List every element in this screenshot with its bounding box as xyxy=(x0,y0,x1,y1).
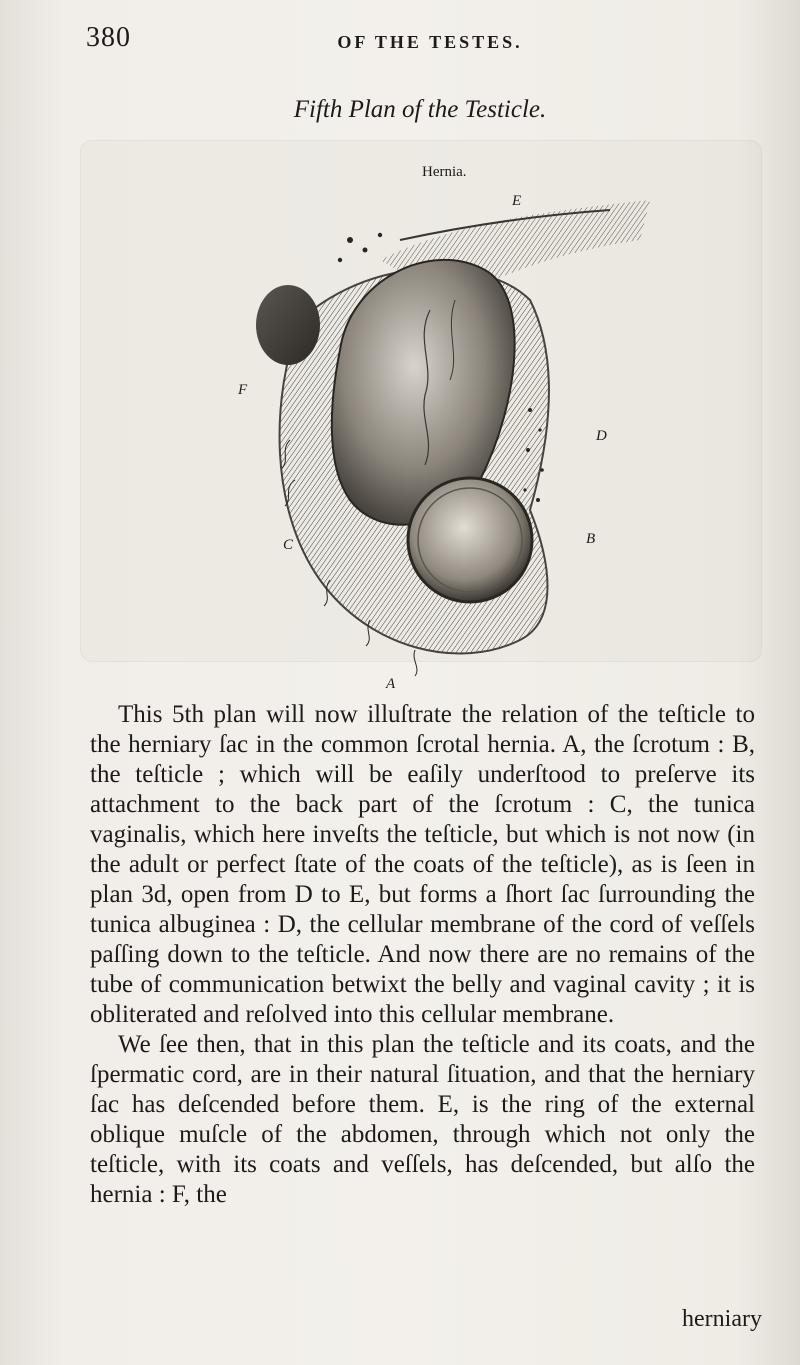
page-number: 380 xyxy=(86,22,131,53)
plate-letter-a: A xyxy=(386,676,396,692)
catchword: herniary xyxy=(682,1306,762,1332)
plate-letter-d: D xyxy=(596,428,607,444)
plate-letter-e: E xyxy=(512,193,522,209)
plate-title: Fifth Plan of the Testicle. xyxy=(293,96,547,123)
running-head: OF THE TESTES. xyxy=(337,32,523,52)
plate-letter-f: F xyxy=(238,382,248,398)
body-text xyxy=(90,700,755,1210)
paragraph-2: We ſee then, that in this plan the teſticle and its coats, and the ſpermatic cord, are in their natural ſituation, and that the herniary ſac has deſcended before them. E, is the ring of the external oblique muſcle of the abdomen, through which not only the teſticle, with its coats and veſſels, has deſcended, but alſo the hernia : F, the xyxy=(90,1031,755,1208)
plate-letter-c: C xyxy=(283,537,294,553)
plate-label-hernia: Hernia. xyxy=(422,164,467,180)
plate-letter-b: B xyxy=(586,531,596,547)
paragraph-1: This 5th plan will now illuſtrate the relation of the teſticle to the herniary ſac in the common ſcrotal hernia. A, the ſcrotum : B, the teſticle ; which will be eaſily underſtood to preſerve its attachment to the back part of the ſcrotum : C, the tunica vaginalis, which here inveſts the teſticle, but which is not now (in the adult or perfect ſtate of the coats of the teſticle), as is ſeen in plan 3d, open from D to E, but forms a ſhort ſac ſurrounding the tunica albuginea : D, the cellular membrane of the cord of veſſels paſſing down to the teſticle. And now there are no remains of the tube of communication betwixt the belly and vaginal cavity ; it is obliterated and reſolved into this cellular membrane. xyxy=(90,701,755,1028)
